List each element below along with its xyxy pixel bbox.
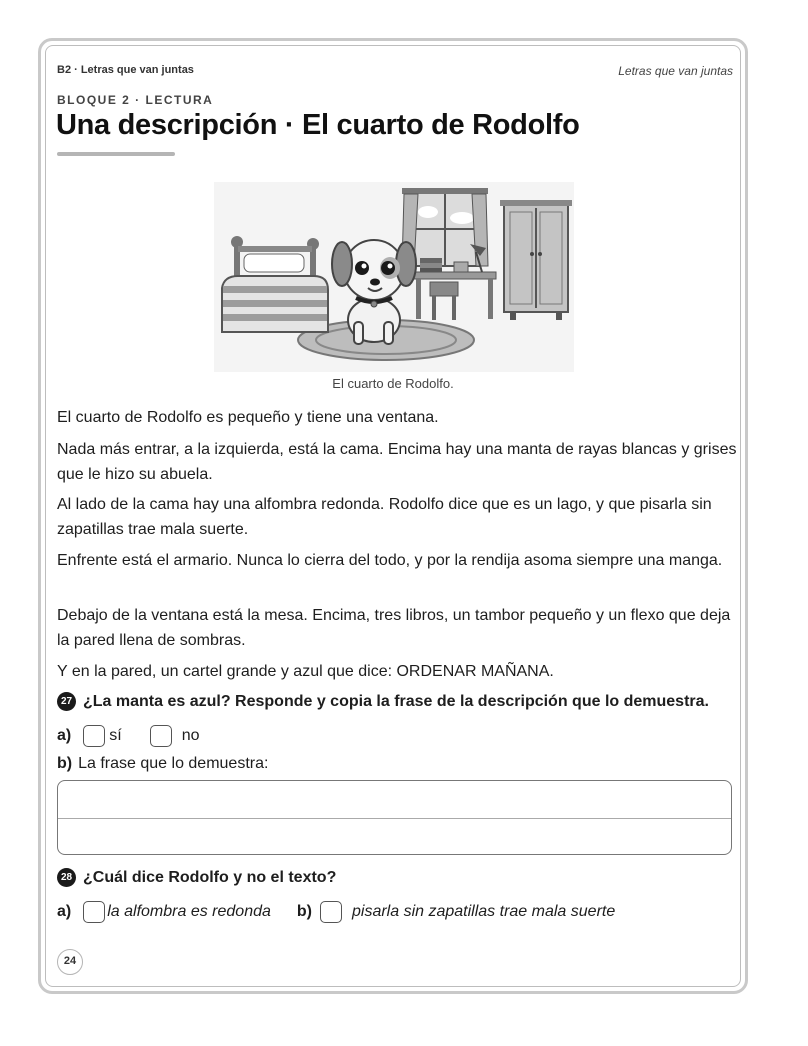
page-number: 24	[57, 949, 83, 975]
paragraph-5: Debajo de la ventana está la mesa. Encima, tres libros, un tambor pequeño y un flexo que deja la pared llena de sombras.	[57, 607, 731, 649]
wardrobe-illustration	[500, 200, 572, 320]
page-title: Una descripción · El cuarto de Rodolfo	[56, 109, 580, 141]
paragraph-2: Nada más entrar, a la izquierda, está la cama. Encima hay una manta de rayas blancas y grises que le hizo su abuela.	[57, 441, 737, 483]
option-no-label: no	[181, 727, 200, 744]
option-b-text: pisarla sin zapatillas trae mala suerte	[352, 903, 616, 920]
title-underline	[57, 152, 175, 156]
running-header-right: Letras que van juntas	[618, 64, 733, 78]
checkbox-option-a[interactable]	[83, 901, 105, 923]
writing-line	[58, 818, 731, 819]
paragraph-6: Y en la pared, un cartel grande y azul que dice: ORDENAR MAÑANA.	[57, 663, 554, 680]
question-28-text: ¿Cuál dice Rodolfo y no el texto?	[83, 868, 337, 886]
paragraph-3: Al lado de la cama hay una alfombra redonda. Rodolfo dice que es un lago, y que pisarla sin zapatillas trae mala suerte.	[57, 496, 712, 538]
question-28-options	[57, 901, 615, 923]
option-letter-a: a)	[57, 727, 72, 744]
option-letter-b: b)	[57, 755, 73, 772]
paragraph-4: Enfrente está el armario. Nunca lo cierra del todo, y por la rendija asoma siempre una manga.	[57, 552, 723, 569]
bed-illustration	[222, 236, 328, 332]
running-header-left: B2 · Letras que van juntas	[57, 64, 194, 76]
checkbox-yes[interactable]	[83, 725, 105, 747]
checkbox-option-b[interactable]	[320, 901, 342, 923]
option-letter-a: a)	[57, 903, 72, 920]
option-letter-b: b)	[296, 903, 312, 920]
option-a-text: la alfombra es redonda	[107, 903, 271, 920]
section-label: BLOQUE 2 · LECTURA	[57, 93, 214, 107]
question-number-badge: 28	[57, 868, 76, 887]
answer-writing-box[interactable]	[57, 780, 732, 855]
option-yes-label: sí	[109, 727, 122, 744]
question-27-part-b	[57, 755, 268, 773]
part-b-prompt: La frase que lo demuestra:	[78, 755, 269, 772]
checkbox-no[interactable]	[150, 725, 172, 747]
question-27	[57, 692, 709, 711]
image-caption: El cuarto de Rodolfo.	[332, 376, 454, 391]
question-28	[57, 868, 336, 887]
question-27-options	[57, 725, 199, 747]
question-number-badge: 27	[57, 692, 76, 711]
question-27-text: ¿La manta es azul? Responde y copia la frase de la descripción que lo demuestra.	[83, 692, 709, 710]
room-illustration	[214, 182, 574, 372]
paragraph-1: El cuarto de Rodolfo es pequeño y tiene una ventana.	[57, 409, 439, 426]
